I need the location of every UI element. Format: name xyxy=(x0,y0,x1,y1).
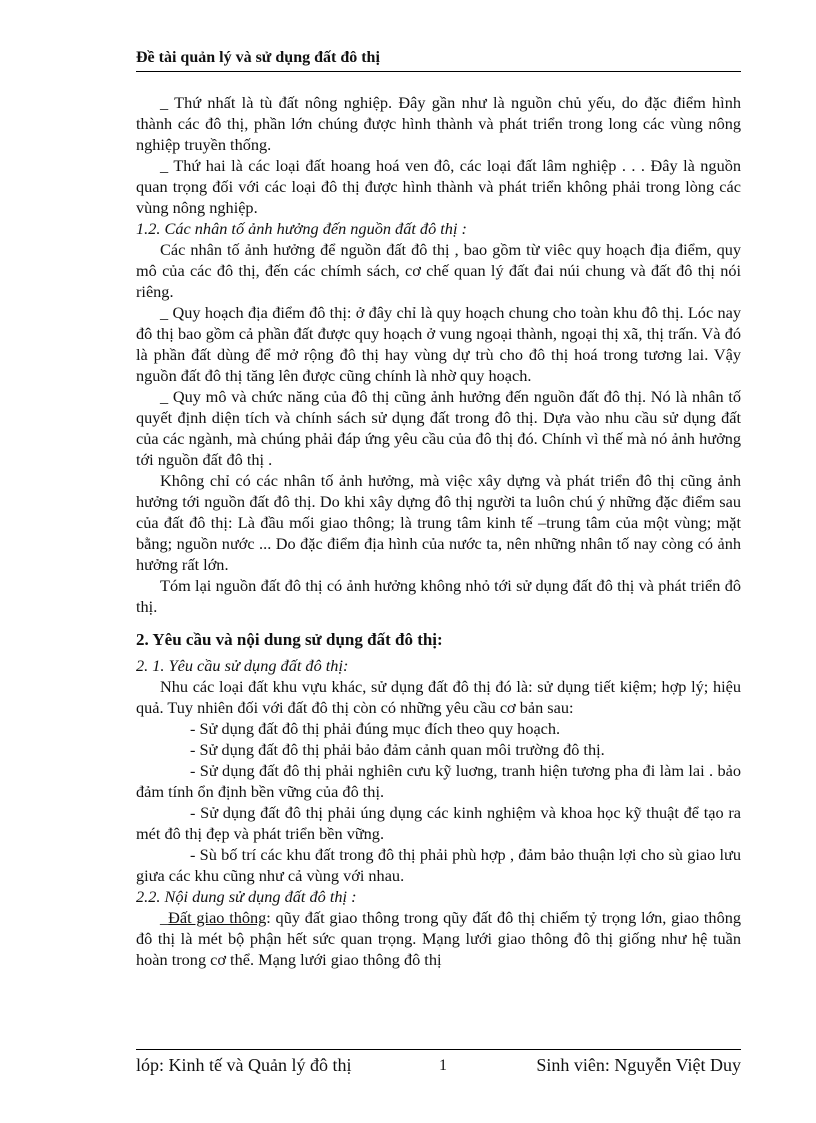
paragraph: _ Quy mô và chức năng của đô thị cũng ảnh hưởng đến nguồn đất đô thị. Nó là nhân tố quyết định diện tích và chính sách sử dụng đất trong đô thị. Dựa vào nhu cầu sử dụng đất của các ngành, mà chúng phải đáp ứng yêu cầu của đô thị đó. Chính vì thế mà nó ảnh hưởng tới nguồn đất đô thị . xyxy=(136,387,741,469)
bullet-item: - Sử dụng đất đô thị phải nghiên cưu kỹ luơng, tranh hiện tương pha đi làm lai . bảo đảm tính ổn định bền vững của đô thị. xyxy=(136,761,741,801)
paragraph: _ Quy hoạch địa điểm đô thị: ở đây chỉ là quy hoạch chung cho toàn khu đô thị. Lóc nay đô thị bao gồm cả phần đất được quy hoạch ở vung ngoại thành, ngoại thị xã, thị trấn. Và đó là phần đất dùng để mở rộng đô thị hay vùng dự trù cho đô thị hoá trong tương lai. Vậy nguồn đất đô thị tăng lên được cũng chính là nhờ quy hoạch. xyxy=(136,303,741,385)
page-header-title: Đề tài quản lý và sử dụng đất đô thị xyxy=(136,49,741,72)
subsection-heading: 1.2. Các nhân tố ảnh hưởng đến nguồn đất đô thị : xyxy=(136,219,467,238)
paragraph: _ Thứ nhất là tù đất nông nghiệp. Đây gần như là nguồn chủ yếu, do đặc điểm hình thành các đô thị, phần lớn chúng được hình thành và phát triển trong long các vùng nông nghiệp truyền thống. xyxy=(136,93,741,154)
subsection-heading: 2.2. Nội dung sử dụng đất đô thị : xyxy=(136,887,357,906)
bullet-item: - Sử dụng đất đô thị phải đúng mục đích theo quy hoạch. xyxy=(190,719,561,738)
page-number: 1 xyxy=(439,1057,447,1074)
paragraph-text: : qũy đất giao thông trong qũy đất đô thị chiếm tỷ trọng lớn, giao thông đô thị là mét bộ phận hết sức quan trọng. Mạng lưới giao thông đô thị giống như hệ tuần hoàn trong cơ thể. Mạng lưới giao thông đô thị xyxy=(136,908,741,969)
footer-divider xyxy=(136,1049,741,1050)
page-body xyxy=(136,92,741,970)
paragraph: _ Thứ hai là các loại đất hoang hoá ven đô, các loại đất lâm nghiệp . . . Đây là nguồn quan trọng đối với các loại đô thị được hình thành và phát triển không phải trong lòng các vùng nông nghiệp. xyxy=(136,156,741,217)
paragraph xyxy=(136,907,741,970)
paragraph: Các nhân tố ảnh hưởng để nguồn đất đô thị , bao gồm từ viêc quy hoạch địa điểm, quy mô của các đô thị, đến các chímh sách, cơ chế quan lý đất đai núi chung và đất đô thị nói riêng. xyxy=(136,240,741,301)
section-heading: 2. Yêu cầu và nội dung sử dụng đất đô thị: xyxy=(136,630,443,649)
bullet-item: - Sử dụng đất đô thị phải bảo đảm cảnh quan môi trường đô thị. xyxy=(190,740,605,759)
paragraph: Không chỉ có các nhân tố ảnh hưởng, mà việc xây dựng và phát triển đô thị cũng ảnh hưởng tới nguồn đất đô thị. Do khi xây dựng đô thị người ta luôn chú ý những đặc điểm sau của đất đô thị: Là đầu mối giao thông; là trung tâm kinh tế –trung tâm của một vùng; mặt bằng; nguồn nước ... Do đặc điểm địa hình của nước ta, nên những nhân tố nay còng có ảnh hưởng rất lớn. xyxy=(136,471,741,574)
page-footer xyxy=(136,1055,741,1076)
paragraph: Nhu các loại đất khu vựu khác, sử dụng đất đô thị đó là: sử dụng tiết kiệm; hợp lý; hiệu quả. Tuy nhiên đối với đất đô thị còn có những yêu cầu cơ bản sau: xyxy=(136,677,741,717)
underlined-term: Đất giao thông xyxy=(168,908,267,927)
paragraph: Tóm lại nguồn đất đô thị có ảnh hưởng không nhỏ tới sử dụng đất đô thị và phát triển đô thị. xyxy=(136,576,741,616)
paragraph-lead: _ xyxy=(160,908,169,927)
footer-class-label: lóp: Kinh tế và Quản lý đô thị xyxy=(136,1055,352,1075)
bullet-item: - Sử dụng đất đô thị phải úng dụng các kinh nghiệm và khoa học kỹ thuật để tạo ra mét đô thị đẹp và phát triển bền vững. xyxy=(136,803,741,843)
bullet-item: - Sù bố trí các khu đất trong đô thị phải phù hợp , đảm bảo thuận lợi cho sù giao lưu giưa các khu cũng như cả vùng với nhau. xyxy=(136,845,741,885)
subsection-heading: 2. 1. Yêu cầu sử dụng đất đô thị: xyxy=(136,656,349,675)
footer-student-label: Sinh viên: Nguyễn Việt Duy xyxy=(536,1055,741,1075)
